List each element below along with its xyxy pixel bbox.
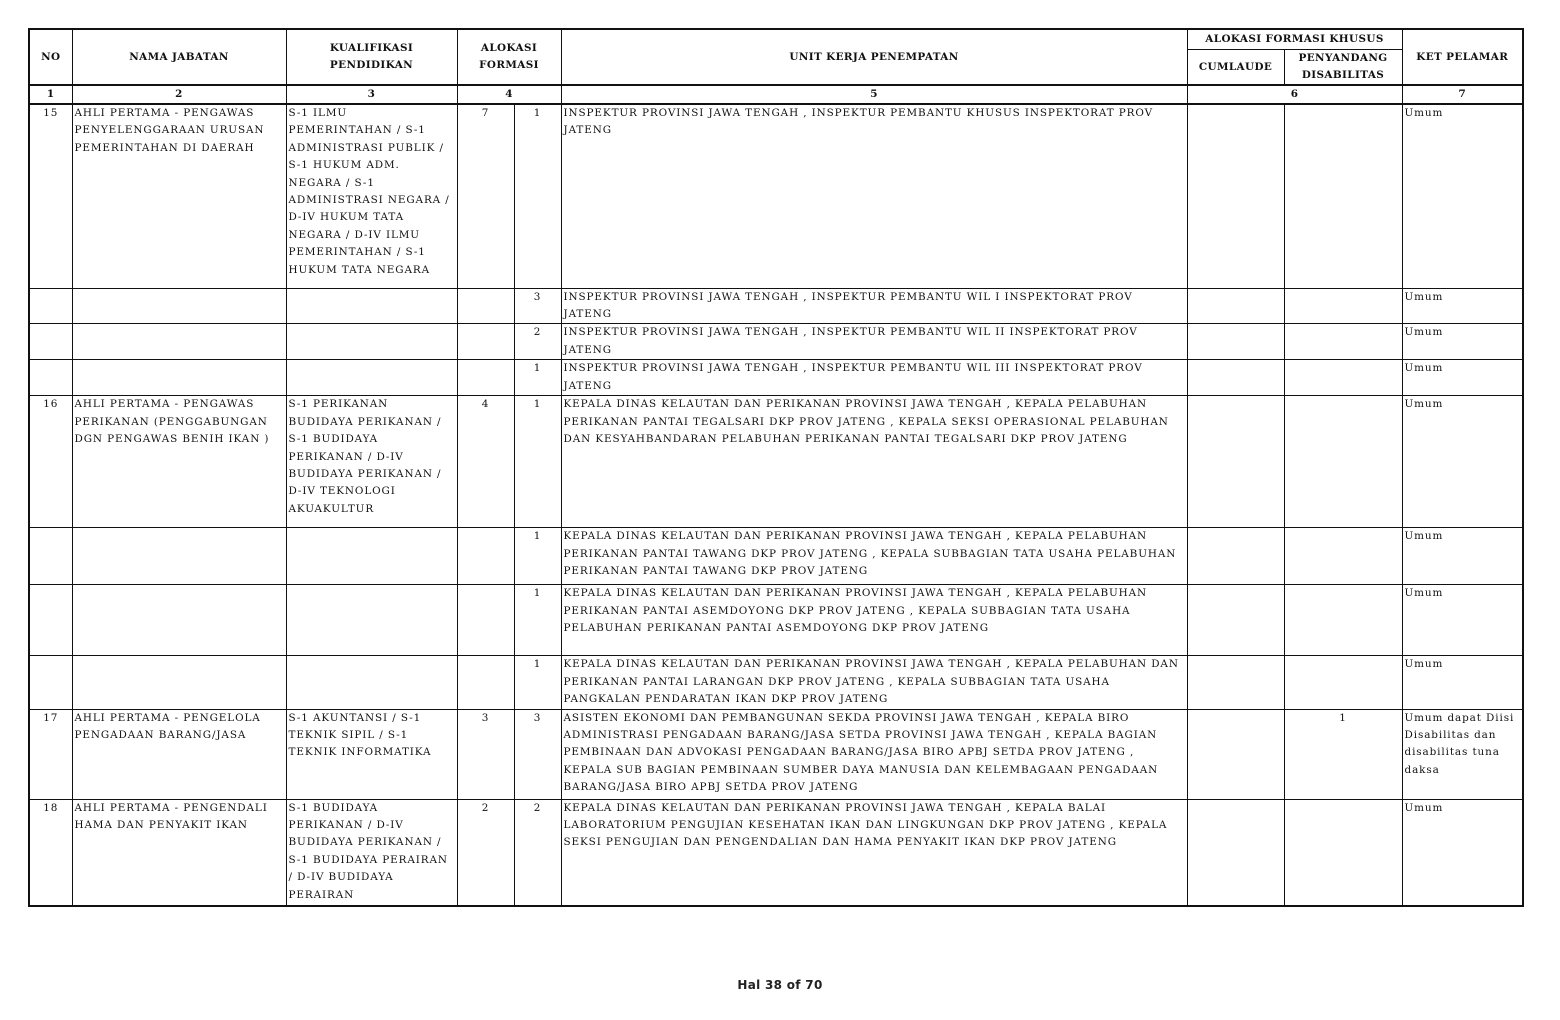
- cell-total-formasi: 2: [457, 799, 514, 906]
- table-row: [29, 288, 1523, 324]
- cell-no: 18: [29, 799, 72, 906]
- cell-cumlaude: [1187, 528, 1284, 585]
- cell-cumlaude: [1187, 709, 1284, 799]
- cell-no: [29, 360, 72, 396]
- cell-no: [29, 585, 72, 656]
- table-row: [29, 360, 1523, 396]
- cell-ket: Umum: [1402, 585, 1523, 656]
- cell-total-formasi: [457, 528, 514, 585]
- cell-kualifikasi: [286, 528, 457, 585]
- table-row: [29, 324, 1523, 360]
- header-alokasi: ALOKASI FORMASI: [457, 29, 561, 85]
- cell-no: [29, 324, 72, 360]
- cell-no: 17: [29, 709, 72, 799]
- cell-no: [29, 528, 72, 585]
- cell-total-formasi: 3: [457, 709, 514, 799]
- cell-kualifikasi: [286, 585, 457, 656]
- cell-ket: Umum: [1402, 104, 1523, 288]
- table-row: [29, 656, 1523, 709]
- cell-ket: Umum: [1402, 360, 1523, 396]
- cell-disabilitas: [1284, 360, 1402, 396]
- cell-no: 15: [29, 104, 72, 288]
- table-row: [29, 799, 1523, 906]
- header-disabilitas: PENYANDANG DISABILITAS: [1284, 50, 1402, 86]
- cell-unit-kerja: INSPEKTUR PROVINSI JAWA TENGAH , INSPEKTUR PEMBANTU WIL II INSPEKTORAT PROV JATENG: [561, 324, 1187, 360]
- formasi-table: [28, 28, 1524, 907]
- cell-disabilitas: [1284, 104, 1402, 288]
- cell-no: [29, 656, 72, 709]
- cell-ket: Umum: [1402, 799, 1523, 906]
- colnum-1: 1: [29, 85, 72, 104]
- cell-kualifikasi: S-1 BUDIDAYA PERIKANAN / D-IV BUDIDAYA PERIKANAN / S-1 BUDIDAYA PERAIRAN / D-IV BUDIDAYA PERAIRAN: [286, 799, 457, 906]
- cell-kualifikasi: S-1 ILMU PEMERINTAHAN / S-1 ADMINISTRASI PUBLIK / S-1 HUKUM ADM. NEGARA / S-1 ADMINISTRASI NEGARA / D-IV HUKUM TATA NEGARA / D-IV ILMU PEMERINTAHAN / S-1 HUKUM TATA NEGARA: [286, 104, 457, 288]
- cell-alokasi: 2: [514, 324, 561, 360]
- cell-ket: Umum: [1402, 656, 1523, 709]
- table-row: [29, 585, 1523, 656]
- cell-unit-kerja: ASISTEN EKONOMI DAN PEMBANGUNAN SEKDA PROVINSI JAWA TENGAH , KEPALA BIRO ADMINISTRASI PENGADAAN BARANG/JASA SETDA PROVINSI JAWA TENGAH , KEPALA BAGIAN PEMBINAAN DAN ADVOKASI PENGADAAN BARANG/JASA BIRO APBJ SETDA PROV JATENG , KEPALA SUB BAGIAN PEMBINAAN SUMBER DAYA MANUSIA DAN KELEMBAGAAN PENGADAAN BARANG/JASA BIRO APBJ SETDA PROV JATENG: [561, 709, 1187, 799]
- cell-total-formasi: [457, 324, 514, 360]
- cell-total-formasi: [457, 656, 514, 709]
- table-row: [29, 528, 1523, 585]
- cell-unit-kerja: INSPEKTUR PROVINSI JAWA TENGAH , INSPEKTUR PEMBANTU WIL I INSPEKTORAT PROV JATENG: [561, 288, 1187, 324]
- cell-ket: Umum: [1402, 288, 1523, 324]
- cell-jabatan: AHLI PERTAMA - PENGAWAS PERIKANAN (PENGGABUNGAN DGN PENGAWAS BENIH IKAN ): [72, 396, 286, 528]
- colnum-6: 6: [1187, 85, 1402, 104]
- cell-alokasi: 3: [514, 288, 561, 324]
- cell-ket: Umum: [1402, 528, 1523, 585]
- cell-alokasi: 1: [514, 360, 561, 396]
- cell-cumlaude: [1187, 799, 1284, 906]
- cell-kualifikasi: [286, 656, 457, 709]
- cell-jabatan: [72, 288, 286, 324]
- cell-no: [29, 288, 72, 324]
- cell-total-formasi: 7: [457, 104, 514, 288]
- cell-disabilitas: [1284, 288, 1402, 324]
- cell-unit-kerja: KEPALA DINAS KELAUTAN DAN PERIKANAN PROVINSI JAWA TENGAH , KEPALA BALAI LABORATORIUM PENGUJIAN KESEHATAN IKAN DAN LINGKUNGAN DKP PROV JATENG , KEPALA SEKSI PENGUJIAN DAN PENGENDALIAN DAN HAMA PENYAKIT IKAN DKP PROV JATENG: [561, 799, 1187, 906]
- cell-disabilitas: [1284, 324, 1402, 360]
- colnum-3: 3: [286, 85, 457, 104]
- cell-total-formasi: [457, 585, 514, 656]
- header-nama-jabatan: NAMA JABATAN: [72, 29, 286, 85]
- header-kualifikasi: KUALIFIKASI PENDIDIKAN: [286, 29, 457, 85]
- page-number: Hal 38 of 70: [737, 978, 823, 992]
- cell-cumlaude: [1187, 585, 1284, 656]
- cell-ket: Umum: [1402, 324, 1523, 360]
- cell-disabilitas: [1284, 396, 1402, 528]
- cell-cumlaude: [1187, 396, 1284, 528]
- cell-disabilitas: 1: [1284, 709, 1402, 799]
- cell-kualifikasi: S-1 PERIKANAN BUDIDAYA PERIKANAN / S-1 BUDIDAYA PERIKANAN / D-IV BUDIDAYA PERIKANAN / D-IV TEKNOLOGI AKUAKULTUR: [286, 396, 457, 528]
- cell-disabilitas: [1284, 528, 1402, 585]
- colnum-7: 7: [1402, 85, 1523, 104]
- header-cumlaude: CUMLAUDE: [1187, 50, 1284, 86]
- cell-jabatan: [72, 528, 286, 585]
- header-alokasi-khusus: ALOKASI FORMASI KHUSUS: [1187, 29, 1402, 50]
- cell-total-formasi: 4: [457, 396, 514, 528]
- cell-jabatan: [72, 360, 286, 396]
- cell-jabatan: AHLI PERTAMA - PENGENDALI HAMA DAN PENYAKIT IKAN: [72, 799, 286, 906]
- cell-unit-kerja: INSPEKTUR PROVINSI JAWA TENGAH , INSPEKTUR PEMBANTU KHUSUS INSPEKTORAT PROV JATENG: [561, 104, 1187, 288]
- cell-unit-kerja: KEPALA DINAS KELAUTAN DAN PERIKANAN PROVINSI JAWA TENGAH , KEPALA PELABUHAN PERIKANAN PANTAI TEGALSARI DKP PROV JATENG , KEPALA SEKSI OPERASIONAL PELABUHAN DAN KESYAHBANDARAN PELABUHAN PERIKANAN PANTAI TEGALSARI DKP PROV JATENG: [561, 396, 1187, 528]
- cell-cumlaude: [1187, 324, 1284, 360]
- cell-no: 16: [29, 396, 72, 528]
- cell-unit-kerja: INSPEKTUR PROVINSI JAWA TENGAH , INSPEKTUR PEMBANTU WIL III INSPEKTORAT PROV JATENG: [561, 360, 1187, 396]
- cell-kualifikasi: [286, 360, 457, 396]
- cell-alokasi: 1: [514, 656, 561, 709]
- table-row: [29, 709, 1523, 799]
- cell-jabatan: AHLI PERTAMA - PENGELOLA PENGADAAN BARANG/JASA: [72, 709, 286, 799]
- cell-disabilitas: [1284, 656, 1402, 709]
- cell-cumlaude: [1187, 656, 1284, 709]
- cell-alokasi: 3: [514, 709, 561, 799]
- colnum-5: 5: [561, 85, 1187, 104]
- cell-disabilitas: [1284, 585, 1402, 656]
- cell-unit-kerja: KEPALA DINAS KELAUTAN DAN PERIKANAN PROVINSI JAWA TENGAH , KEPALA PELABUHAN DAN PERIKANAN PANTAI LARANGAN DKP PROV JATENG , KEPALA SUBBAGIAN TATA USAHA PANGKALAN PENDARATAN IKAN DKP PROV JATENG: [561, 656, 1187, 709]
- cell-jabatan: [72, 324, 286, 360]
- header-ket-pelamar: KET PELAMAR: [1402, 29, 1523, 85]
- cell-disabilitas: [1284, 799, 1402, 906]
- cell-unit-kerja: KEPALA DINAS KELAUTAN DAN PERIKANAN PROVINSI JAWA TENGAH , KEPALA PELABUHAN PERIKANAN PANTAI TAWANG DKP PROV JATENG , KEPALA SUBBAGIAN TATA USAHA PELABUHAN PERIKANAN PANTAI TAWANG DKP PROV JATENG: [561, 528, 1187, 585]
- colnum-4: 4: [457, 85, 561, 104]
- cell-ket: Umum: [1402, 396, 1523, 528]
- cell-alokasi: 1: [514, 104, 561, 288]
- table-row: [29, 396, 1523, 528]
- cell-jabatan: AHLI PERTAMA - PENGAWAS PENYELENGGARAAN URUSAN PEMERINTAHAN DI DAERAH: [72, 104, 286, 288]
- colnum-2: 2: [72, 85, 286, 104]
- cell-cumlaude: [1187, 104, 1284, 288]
- cell-kualifikasi: S-1 AKUNTANSI / S-1 TEKNIK SIPIL / S-1 TEKNIK INFORMATIKA: [286, 709, 457, 799]
- cell-unit-kerja: KEPALA DINAS KELAUTAN DAN PERIKANAN PROVINSI JAWA TENGAH , KEPALA PELABUHAN PERIKANAN PANTAI ASEMDOYONG DKP PROV JATENG , KEPALA SUBBAGIAN TATA USAHA PELABUHAN PERIKANAN PANTAI ASEMDOYONG DKP PROV JATENG: [561, 585, 1187, 656]
- cell-alokasi: 2: [514, 799, 561, 906]
- cell-alokasi: 1: [514, 585, 561, 656]
- cell-alokasi: 1: [514, 396, 561, 528]
- cell-cumlaude: [1187, 288, 1284, 324]
- cell-kualifikasi: [286, 324, 457, 360]
- cell-total-formasi: [457, 288, 514, 324]
- header-unit-kerja: UNIT KERJA PENEMPATAN: [561, 29, 1187, 85]
- cell-ket: Umum dapat Diisi Disabilitas dan disabilitas tuna daksa: [1402, 709, 1523, 799]
- cell-total-formasi: [457, 360, 514, 396]
- cell-jabatan: [72, 656, 286, 709]
- header-no: NO: [29, 29, 72, 85]
- cell-cumlaude: [1187, 360, 1284, 396]
- cell-alokasi: 1: [514, 528, 561, 585]
- table-row: [29, 104, 1523, 288]
- cell-kualifikasi: [286, 288, 457, 324]
- cell-jabatan: [72, 585, 286, 656]
